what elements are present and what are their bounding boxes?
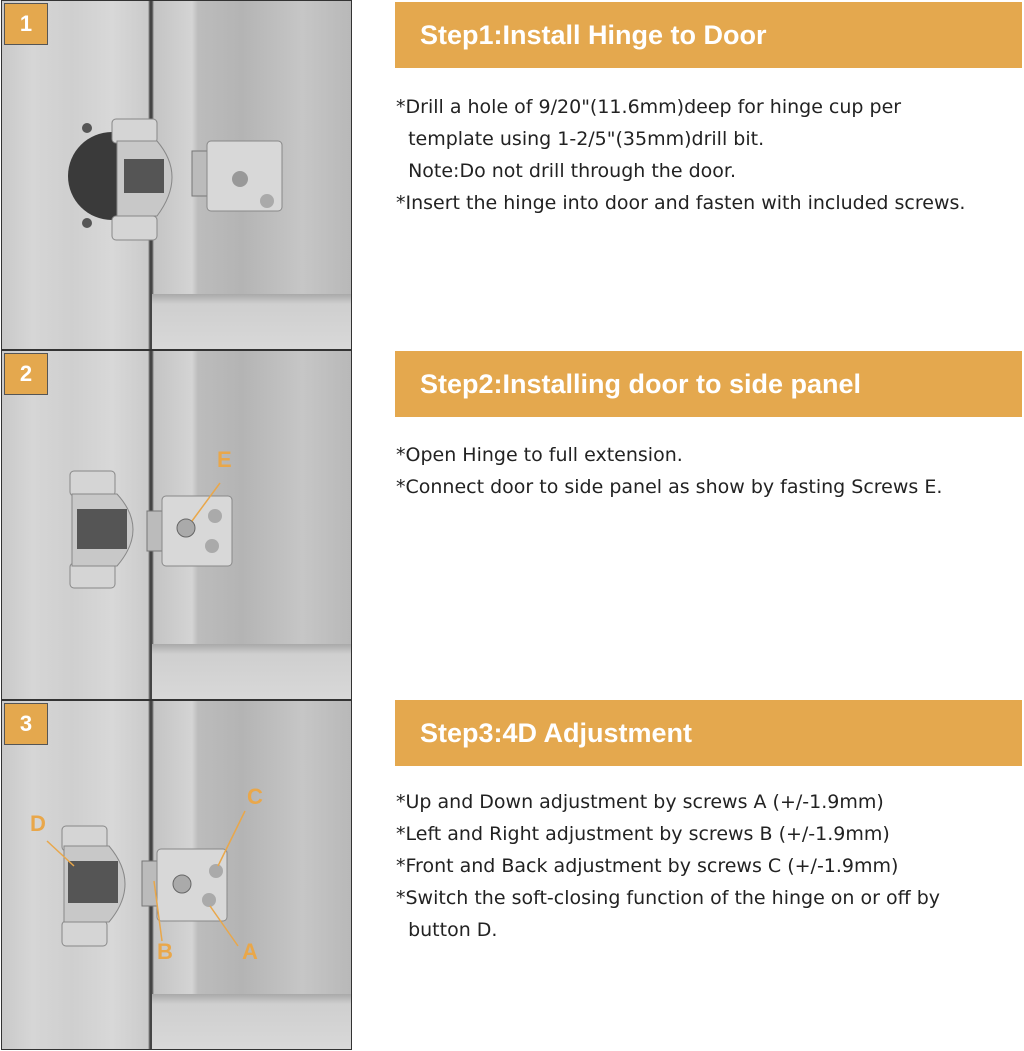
hinge-cup-drilled-icon: [2, 1, 352, 350]
instruction-line: Note:Do not drill through the door.: [396, 160, 736, 182]
step2-illustration: [1, 350, 352, 700]
label-button-d: D: [30, 811, 46, 836]
label-screw-a: A: [242, 939, 258, 964]
instruction-line: *Connect door to side panel as show by fasting Screws E.: [396, 476, 943, 498]
instruction-line: *Drill a hole of 9/20"(11.6mm)deep for hinge cup per: [396, 96, 902, 118]
step3-instructions: [396, 786, 940, 946]
step2-heading: Step2:Installing door to side panel: [395, 351, 1022, 417]
instruction-line: *Up and Down adjustment by screws A (+/-1.9mm): [396, 791, 884, 813]
instruction-line: *Insert the hinge into door and fasten with included screws.: [396, 192, 966, 214]
step3-heading: Step3:4D Adjustment: [395, 700, 1022, 766]
step-number-badge: 1: [4, 3, 48, 45]
step-number-badge: 2: [4, 353, 48, 395]
instruction-line: *Left and Right adjustment by screws B (+/-1.9mm): [396, 823, 890, 845]
instruction-line: button D.: [396, 919, 498, 941]
instruction-line: *Switch the soft-closing function of the hinge on or off by: [396, 887, 941, 909]
label-screw-e: E: [217, 447, 232, 472]
hinge-open-icon: [2, 351, 352, 700]
label-screw-c: C: [247, 784, 263, 809]
step1-instructions: [396, 91, 965, 219]
hinge-adjustment-icon: [2, 701, 352, 1050]
step2-instructions: [396, 439, 942, 503]
instruction-line: *Front and Back adjustment by screws C (+/-1.9mm): [396, 855, 899, 877]
instruction-line: *Open Hinge to full extension.: [396, 444, 683, 466]
step1-illustration: [1, 0, 352, 350]
step3-illustration: [1, 700, 352, 1050]
label-screw-b: B: [157, 939, 173, 964]
step-number-badge: 3: [4, 703, 48, 745]
step1-heading: Step1:Install Hinge to Door: [395, 2, 1022, 68]
instruction-line: template using 1-2/5"(35mm)drill bit.: [396, 128, 765, 150]
